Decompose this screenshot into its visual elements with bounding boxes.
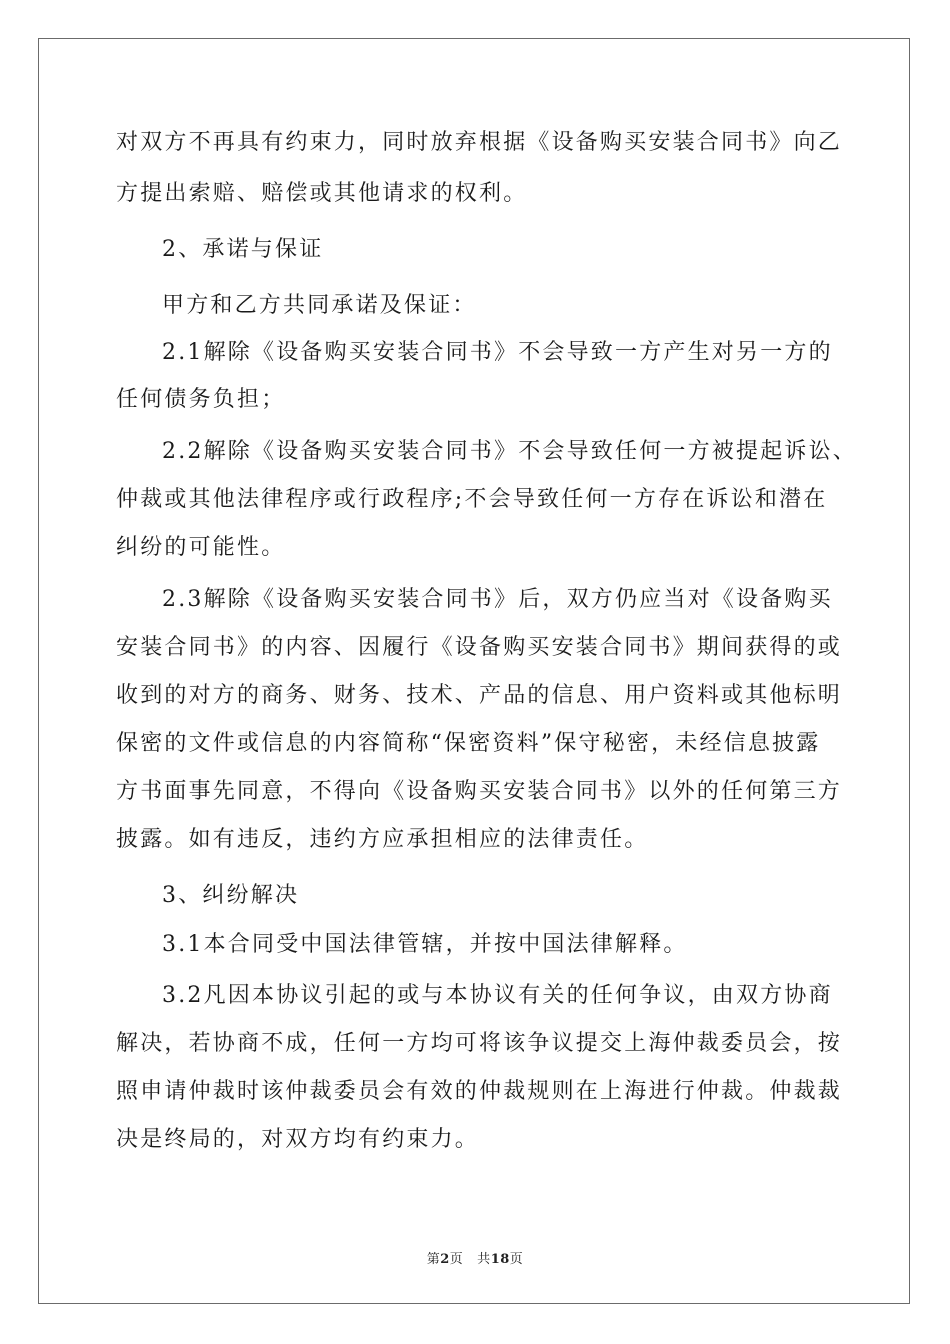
section-heading: 3、纠纷解决 <box>162 883 300 908</box>
total-prefix: 共 <box>477 1252 491 1267</box>
clause-line: 2.1解除《设备购买安装合同书》不会导致一方产生对另一方的 <box>162 340 833 365</box>
paragraph-line: 决是终局的，对双方均有约束力。 <box>116 1127 480 1152</box>
page-number: 2 <box>440 1252 450 1267</box>
paragraph-line: 方提出索赔、赔偿或其他请求的权利。 <box>116 181 528 206</box>
page-suffix: 页 <box>449 1252 464 1267</box>
section-heading: 2、承诺与保证 <box>162 237 324 262</box>
page-prefix: 第 <box>426 1252 441 1267</box>
clause-line: 3.1本合同受中国法律管辖，并按中国法律解释。 <box>162 932 688 957</box>
paragraph-line: 纠纷的可能性。 <box>116 535 286 560</box>
paragraph-line: 仲裁或其他法律程序或行政程序;不会导致任何一方存在诉讼和潜在 <box>116 487 828 512</box>
paragraph-line: 任何债务负担； <box>116 387 286 412</box>
paragraph-line: 照申请仲裁时该仲裁委员会有效的仲裁规则在上海进行仲裁。仲裁裁 <box>116 1079 843 1104</box>
paragraph-line: 披露。如有违反，违约方应承担相应的法律责任。 <box>116 827 649 852</box>
page-border <box>38 38 910 1304</box>
page-footer <box>0 1248 950 1267</box>
paragraph-line: 保密的文件或信息的内容简称“保密资料”保守秘密，未经信息披露 <box>116 731 821 756</box>
clause-line: 2.3解除《设备购买安装合同书》后，双方仍应当对《设备购买 <box>162 587 833 612</box>
clause-line: 2.2解除《设备购买安装合同书》不会导致任何一方被提起诉讼、 <box>162 439 857 464</box>
paragraph-line: 解决，若协商不成，任何一方均可将该争议提交上海仲裁委员会，按 <box>116 1031 843 1056</box>
clause-line: 3.2凡因本协议引起的或与本协议有关的任何争议，由双方协商 <box>162 983 833 1008</box>
paragraph-line: 方书面事先同意，不得向《设备购买安装合同书》以外的任何第三方 <box>116 779 843 804</box>
paragraph-line: 甲方和乙方共同承诺及保证： <box>162 293 477 318</box>
paragraph-line: 对双方不再具有约束力，同时放弃根据《设备购买安装合同书》向乙 <box>116 130 843 155</box>
paragraph-line: 收到的对方的商务、财务、技术、产品的信息、用户资料或其他标明 <box>116 683 843 708</box>
paragraph-line: 安装合同书》的内容、因履行《设备购买安装合同书》期间获得的或 <box>116 635 843 660</box>
total-suffix: 页 <box>509 1252 524 1267</box>
total-pages: 18 <box>490 1252 510 1267</box>
